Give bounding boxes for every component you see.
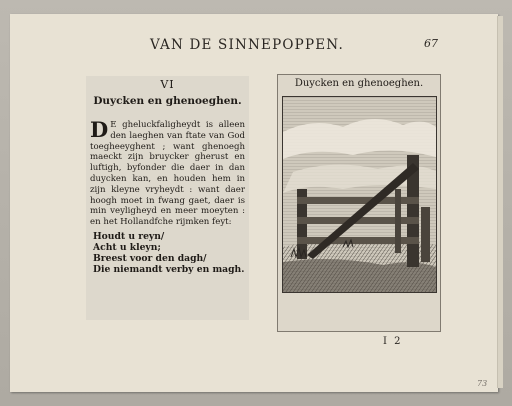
emblem-plate — [277, 74, 441, 332]
emblem-body — [90, 117, 245, 228]
page-number: 67 — [424, 37, 438, 50]
plate-caption: Duycken en ghenoeghen. — [294, 78, 424, 89]
verse-line: Acht u kleyn; — [93, 241, 161, 253]
signature-mark: I 2 — [383, 336, 403, 347]
verse-line: Houdt u reyn/ — [93, 230, 165, 242]
emblem-text-block — [86, 76, 249, 320]
emblem-number: VI — [160, 78, 175, 91]
engraving-illustration — [282, 96, 437, 293]
body-text: E gheluckfaligheydt is alleen den laeghen van ftate van God toegheeyghent ; want ghenoegh maeckt zijn bruycker gherust en luftigh, byfonder die daer in dan duycken kan, en houden hem in zijn kleyne vryheydt : want daer hoogh moet in fwang gaet, daer is min veyligheyd en meer moeyten : en het Hollandfche rijmken feyt: — [90, 120, 245, 228]
emblem-title: Duycken en ghenoeghen. — [93, 95, 242, 107]
verse — [93, 231, 245, 275]
gate-engraving-svg — [283, 97, 436, 292]
pencil-annotation: 73 — [477, 379, 488, 388]
verse-line: Die niemandt verby en magh. — [93, 263, 245, 275]
running-head: VAN DE SINNEPOPPEN. — [150, 37, 344, 53]
drop-cap: D — [90, 117, 109, 142]
page-edge — [497, 16, 503, 388]
verse-line: Breest voor den dagh/ — [93, 252, 207, 264]
